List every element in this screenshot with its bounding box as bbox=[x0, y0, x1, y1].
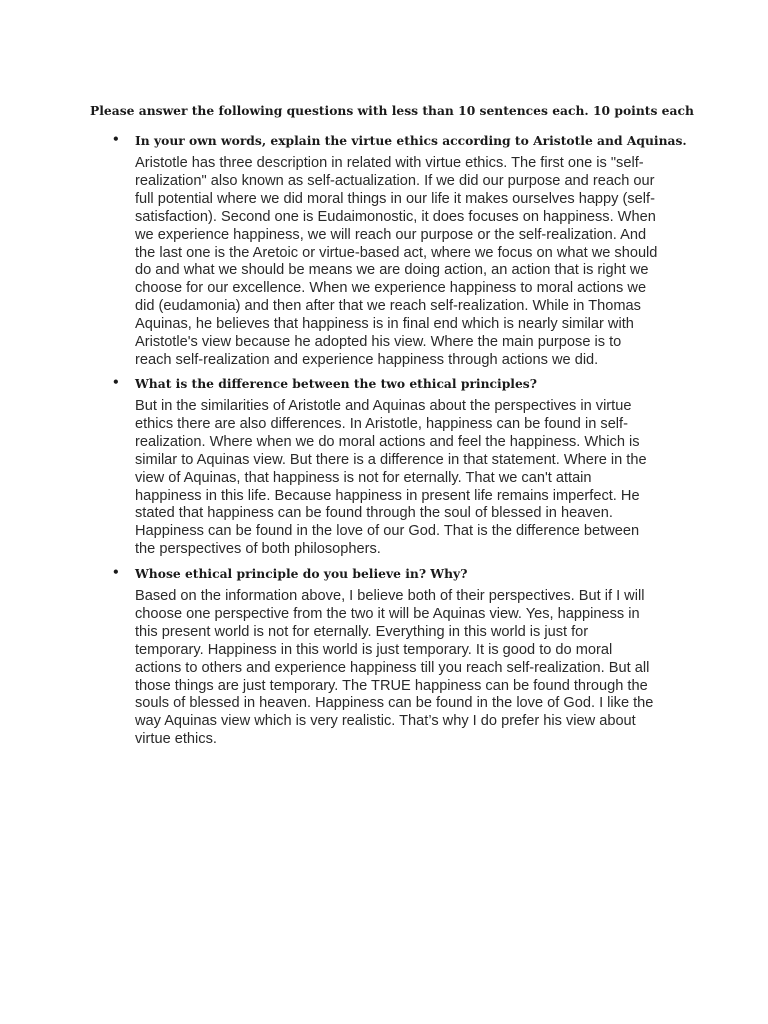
answer-line: realization. Where when we do moral actions and feel the happiness. Which is bbox=[135, 433, 640, 450]
answer-line: happiness in this life. Because happiness in present life remains imperfect. He bbox=[135, 487, 640, 504]
answer-line: Based on the information above, I believe both of their perspectives. But if I will bbox=[135, 588, 645, 604]
answer-line: this present world is not for eternally. Everything in this world is just for bbox=[135, 623, 589, 640]
question-text: What is the difference between the two ethical principles? bbox=[135, 376, 537, 391]
answer-line: Aquinas, he believes that happiness is in final end which is nearly similar with bbox=[135, 316, 634, 333]
answer-line: full potential where we did moral things in our life it makes ourselves happy (self- bbox=[135, 190, 655, 207]
bullet-icon: • bbox=[112, 565, 120, 579]
answer-line: actions to others and experience happiness till you reach self-realization. But all bbox=[135, 659, 650, 676]
answer-line: similar to Aquinas view. But there is a difference in that statement. Where in the bbox=[135, 451, 647, 468]
answer-line: realization" also known as self-actualization. If we did our purpose and reach our bbox=[135, 172, 655, 189]
question-text: In your own words, explain the virtue ethics according to Aristotle and Aquinas. bbox=[135, 133, 687, 148]
answer-paragraph bbox=[135, 588, 683, 749]
answer-line: the last one is the Aretoic or virtue-based act, where we focus on what we should bbox=[135, 244, 658, 261]
answer-line: reach self-realization and experience happiness through actions we did. bbox=[135, 351, 599, 368]
answer-line: do and what we should be means we are doing action, an action that is right we bbox=[135, 262, 649, 279]
answer-line: But in the similarities of Aristotle and Aquinas about the perspectives in virtue bbox=[135, 398, 632, 414]
bullet-icon: • bbox=[112, 375, 120, 389]
answer-line: stated that happiness can be found through the soul of blessed in heaven. bbox=[135, 505, 613, 522]
answer-line: view of Aquinas, that happiness is not for eternally. That we can't attain bbox=[135, 469, 592, 486]
answer-paragraph bbox=[135, 398, 683, 559]
question-text: Whose ethical principle do you believe in? Why? bbox=[135, 566, 468, 581]
answer-line: Aristotle's view because he adopted his view. Where the main purpose is to bbox=[135, 334, 622, 351]
answer-line: choose for our excellence. When we experience happiness to moral actions we bbox=[135, 280, 647, 297]
answer-line: did (eudamonia) and then after that we reach self-realization. While in Thomas bbox=[135, 298, 641, 315]
answer-line: Happiness can be found in the love of our God. That is the difference between bbox=[135, 523, 640, 540]
answer-line: satisfaction). Second one is Eudaimonostic, it does focuses on happiness. When bbox=[135, 208, 656, 225]
instructions-heading: Please answer the following questions with less than 10 sentences each. 10 points each bbox=[90, 103, 694, 118]
answer-line: the perspectives of both philosophers. bbox=[135, 541, 381, 558]
answer-paragraph bbox=[135, 155, 683, 370]
answer-line: ethics there are also differences. In Aristotle, happiness can be found in self- bbox=[135, 415, 628, 432]
answer-line: virtue ethics. bbox=[135, 731, 217, 748]
bullet-icon: • bbox=[112, 132, 120, 146]
answer-line: souls of blessed in heaven. Happiness can be found in the love of God. I like the bbox=[135, 695, 654, 712]
answer-line: we experience happiness, we will reach our purpose or the self-realization. And bbox=[135, 226, 647, 243]
answer-line: choose one perspective from the two it will be Aquinas view. Yes, happiness in bbox=[135, 605, 640, 622]
answer-line: those things are just temporary. The TRUE happiness can be found through the bbox=[135, 677, 648, 694]
answer-line: temporary. Happiness in this world is just temporary. It is good to do moral bbox=[135, 641, 613, 658]
answer-line: Aristotle has three description in related with virtue ethics. The first one is "self- bbox=[135, 155, 644, 171]
answer-line: way Aquinas view which is very realistic. That’s why I do prefer his view about bbox=[135, 713, 636, 730]
